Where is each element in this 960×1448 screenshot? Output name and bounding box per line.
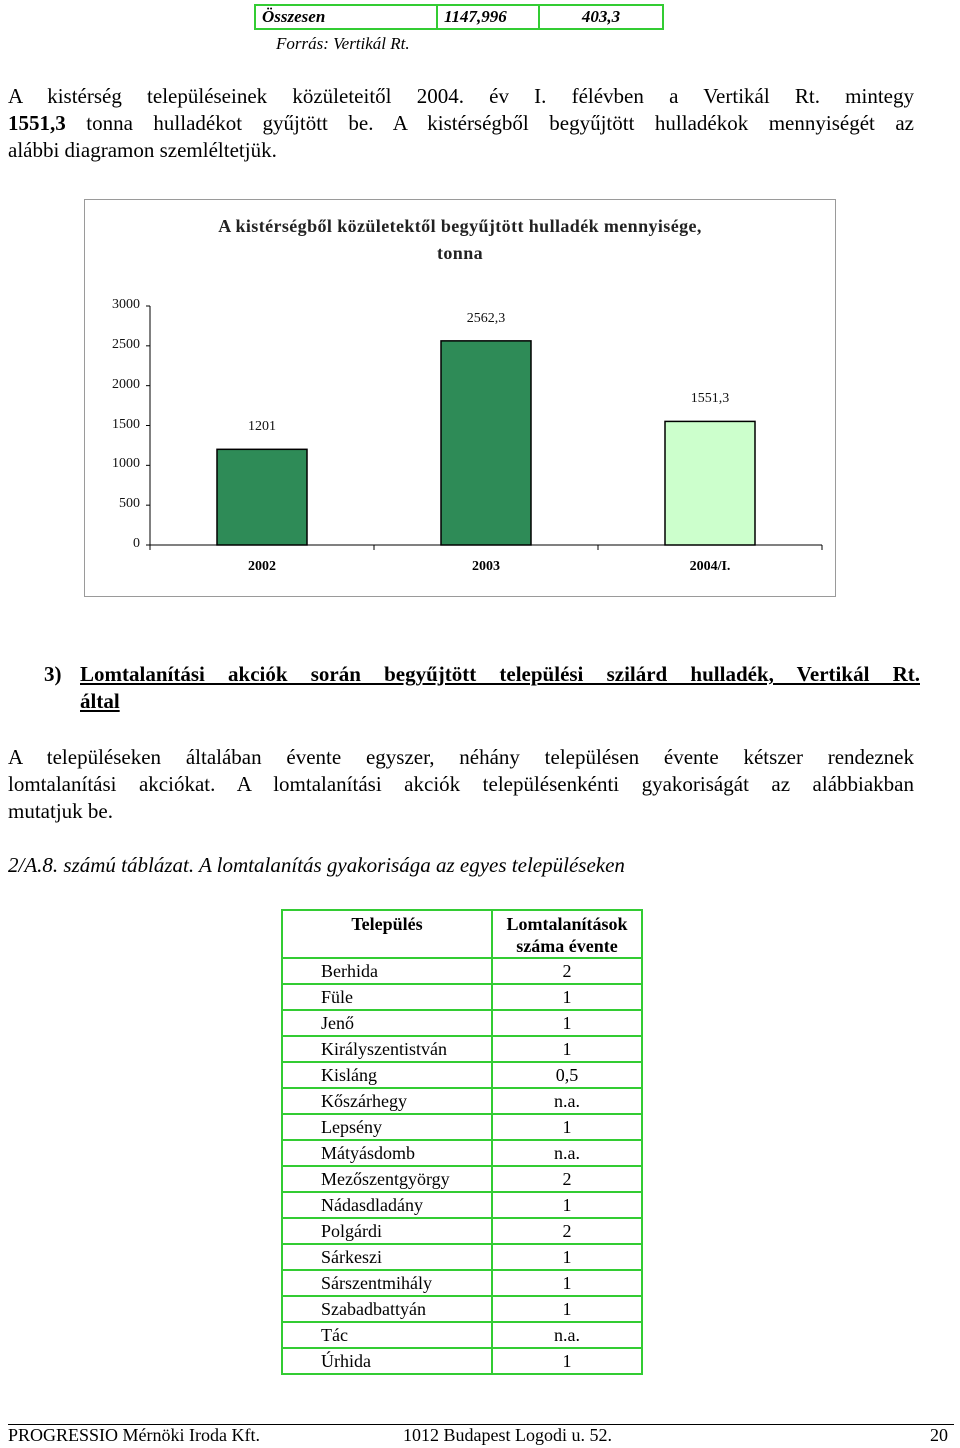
settlement-name: Polgárdi bbox=[282, 1218, 492, 1244]
intro-paragraph bbox=[8, 83, 914, 164]
table-row bbox=[282, 1062, 642, 1088]
y-tick-label: 0 bbox=[133, 536, 140, 551]
footer-company: PROGRESSIO Mérnöki Iroda Kft. bbox=[8, 1425, 260, 1445]
frequency-value: 2 bbox=[492, 1166, 642, 1192]
chart-title bbox=[120, 213, 800, 267]
table-header-row bbox=[282, 910, 642, 958]
y-tick-label: 1000 bbox=[112, 456, 140, 472]
data-label: 1551,3 bbox=[690, 391, 730, 407]
frequency-value: n.a. bbox=[492, 1322, 642, 1348]
y-tick-label: 500 bbox=[119, 496, 140, 512]
section-3-heading bbox=[44, 661, 924, 715]
table-row bbox=[282, 958, 642, 984]
intro-line-2-rest: tonna hulladékot gyűjtött be. A kistérségből begyűjtött hulladékok mennyiségét az bbox=[65, 111, 914, 135]
section-3-paragraph bbox=[8, 744, 914, 825]
settlement-name: Jenő bbox=[282, 1010, 492, 1036]
frequency-value: 1 bbox=[492, 1244, 642, 1270]
intro-line-2 bbox=[8, 110, 914, 137]
frequency-value: 1 bbox=[492, 1348, 642, 1374]
x-tick-label: 2004/I. bbox=[689, 559, 731, 574]
summary-row bbox=[254, 4, 664, 30]
table-row bbox=[282, 1192, 642, 1218]
frequency-value: 1 bbox=[492, 1192, 642, 1218]
y-tick-label: 1500 bbox=[112, 416, 140, 432]
frequency-value: 1 bbox=[492, 1010, 642, 1036]
settlement-name: Füle bbox=[282, 984, 492, 1010]
intro-line-3: alábbi diagramon szemléltetjük. bbox=[8, 138, 277, 162]
frequency-value: 2 bbox=[492, 958, 642, 984]
frequency-value: 1 bbox=[492, 1296, 642, 1322]
settlement-name: Lepsény bbox=[282, 1114, 492, 1140]
table-row bbox=[282, 1270, 642, 1296]
section-3-line-3: mutatjuk be. bbox=[8, 799, 113, 823]
table-row bbox=[282, 984, 642, 1010]
header-frequency-line-1: Lomtalanítások bbox=[506, 914, 628, 934]
settlement-name: Berhida bbox=[282, 958, 492, 984]
table-row bbox=[282, 1036, 642, 1062]
section-3-number: 3) bbox=[44, 662, 62, 686]
settlement-name: Sárszentmihály bbox=[282, 1270, 492, 1296]
header-frequency-line-2: száma évente bbox=[516, 936, 618, 956]
table-caption: 2/A.8. számú táblázat. A lomtalanítás gyakorisága az egyes településeken bbox=[8, 853, 625, 877]
y-tick-label: 2500 bbox=[112, 336, 140, 352]
section-3-line-2: lomtalanítási akciókat. A lomtalanítási akciók településenkénti gyakoriságát az alábbiakban bbox=[8, 772, 914, 796]
header-frequency bbox=[492, 910, 642, 958]
table-body bbox=[282, 958, 642, 1374]
table-row bbox=[282, 1114, 642, 1140]
y-tick-label: 3000 bbox=[112, 297, 140, 312]
frequency-value: 1 bbox=[492, 984, 642, 1010]
section-3-title-line-1: Lomtalanítási akciók során begyűjtött települési szilárd hulladék, Vertikál Rt. bbox=[80, 662, 920, 686]
frequency-value: 2 bbox=[492, 1218, 642, 1244]
table-row bbox=[282, 1218, 642, 1244]
frequency-value: 1 bbox=[492, 1036, 642, 1062]
data-label: 2562,3 bbox=[466, 310, 506, 326]
settlement-name: Mátyásdomb bbox=[282, 1140, 492, 1166]
frequency-value: 1 bbox=[492, 1270, 642, 1296]
frequency-value: n.a. bbox=[492, 1088, 642, 1114]
frequency-table bbox=[281, 909, 643, 1375]
table-row bbox=[282, 1348, 642, 1374]
x-tick-label: 2002 bbox=[248, 559, 276, 574]
summary-value-2: 403,3 bbox=[538, 4, 664, 30]
section-3-line-1: A településeken általában évente egyszer, néhány településen évente kétszer rendeznek bbox=[8, 745, 914, 769]
settlement-name: Szabadbattyán bbox=[282, 1296, 492, 1322]
section-3-title-line-2: által bbox=[80, 689, 120, 713]
intro-line-1: A kistérség településeinek közületeitől 2004. év I. félévben a Vertikál Rt. mintegy bbox=[8, 84, 914, 108]
source-note: Forrás: Vertikál Rt. bbox=[276, 34, 410, 53]
table-row bbox=[282, 1296, 642, 1322]
chart-title-line-1: A kistérségből közületektől begyűjtött hulladék mennyisége, bbox=[218, 216, 702, 236]
summary-label: Összesen bbox=[254, 4, 438, 30]
settlement-name: Kisláng bbox=[282, 1062, 492, 1088]
header-settlement: Település bbox=[282, 910, 492, 958]
settlement-name: Tác bbox=[282, 1322, 492, 1348]
intro-amount: 1551,3 bbox=[8, 111, 66, 135]
table-row bbox=[282, 1140, 642, 1166]
y-tick-label: 2000 bbox=[112, 376, 140, 392]
settlement-name: Királyszentistván bbox=[282, 1036, 492, 1062]
table-row bbox=[282, 1088, 642, 1114]
settlement-name: Sárkeszi bbox=[282, 1244, 492, 1270]
footer-address: 1012 Budapest Logodi u. 52. bbox=[403, 1425, 612, 1445]
settlement-name: Mezőszentgyörgy bbox=[282, 1166, 492, 1192]
settlement-name: Úrhida bbox=[282, 1348, 492, 1374]
frequency-value: 0,5 bbox=[492, 1062, 642, 1088]
x-tick-label: 2003 bbox=[472, 559, 500, 574]
table-row bbox=[282, 1322, 642, 1348]
data-label: 1201 bbox=[248, 419, 276, 435]
table-row bbox=[282, 1244, 642, 1270]
frequency-value: n.a. bbox=[492, 1140, 642, 1166]
frequency-value: 1 bbox=[492, 1114, 642, 1140]
settlement-name: Kőszárhegy bbox=[282, 1088, 492, 1114]
chart-title-line-2: tonna bbox=[436, 243, 483, 263]
footer-page-number: 20 bbox=[930, 1425, 948, 1445]
table-row bbox=[282, 1166, 642, 1192]
summary-value-1: 1147,996 bbox=[436, 4, 540, 30]
settlement-name: Nádasdladány bbox=[282, 1192, 492, 1218]
table-row bbox=[282, 1010, 642, 1036]
